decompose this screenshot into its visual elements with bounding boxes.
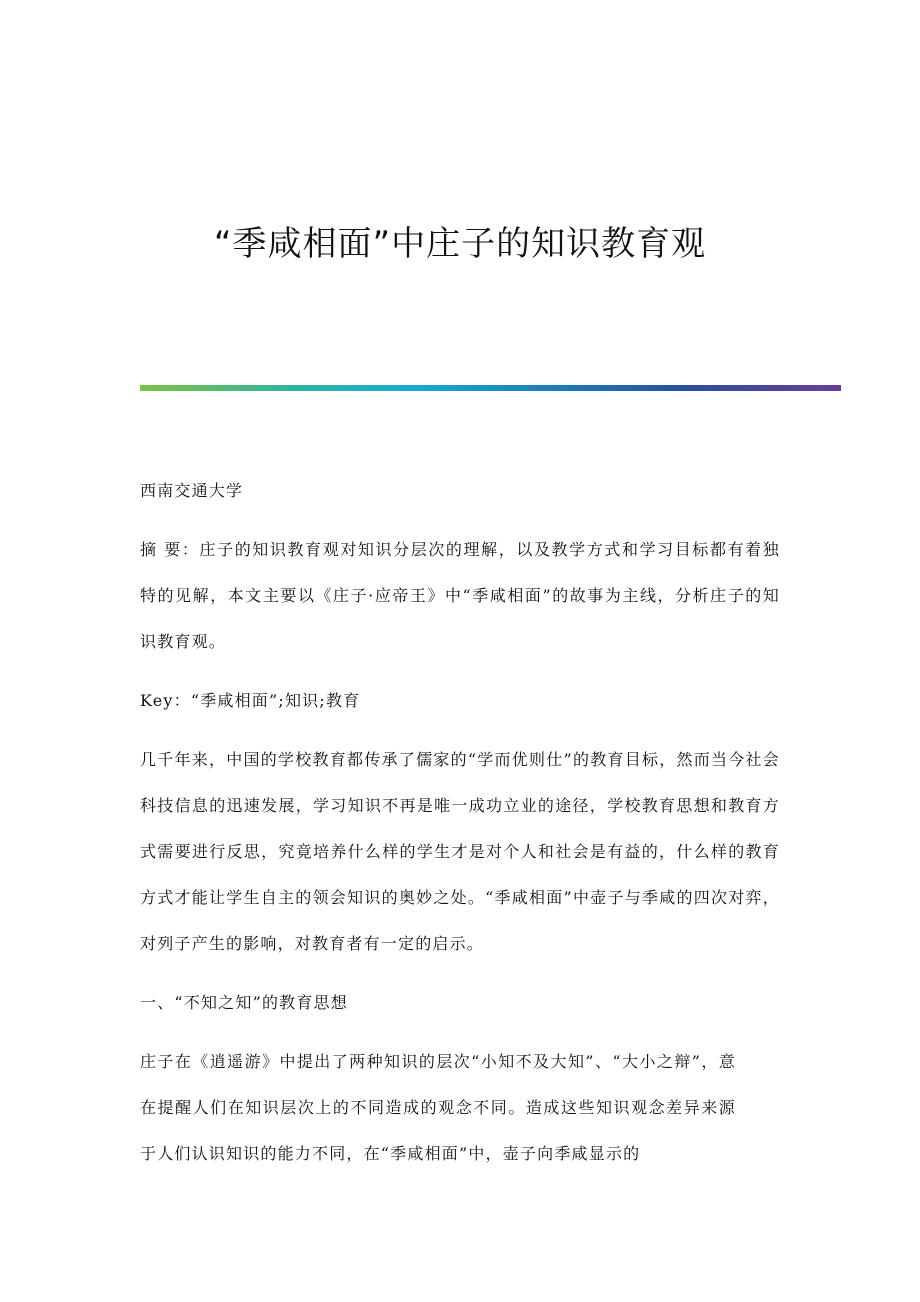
body-paragraph: 庄子在《逍遥游》中提出了两种知识的层次“小知不及大知”、“大小之辩”，意在提醒人们在知识层次上的不同造成的观念不同。造成这些知识观念差异来源于人们认识知识的能力不同，在“季咸相面”中，壶子向季咸显示的 [140, 1052, 736, 1163]
document-body [140, 468, 780, 1190]
affiliation: 西南交通大学 [140, 481, 244, 500]
abstract: 摘 要：庄子的知识教育观对知识分层次的理解，以及教学方式和学习目标都有着独特的见解，本文主要以《庄子·应帝王》中“季咸相面”的故事为主线，分析庄子的知识教育观。 [140, 540, 780, 651]
body-paragraph: 几千年来，中国的学校教育都传承了儒家的“学而优则仕”的教育目标，然而当今社会科技信息的迅速发展，学习知识不再是唯一成功立业的途径，学校教育思想和教育方式需要进行反思，究竟培养什么样的学生才是对个人和社会是有益的，什么样的教育方式才能让学生自主的领会知识的奥妙之处。“季咸相面”中壶子与季咸的四次对弈，对列子产生的影响，对教育者有一定的启示。 [140, 750, 780, 953]
decorative-gradient-divider [140, 385, 841, 391]
section-heading: 一、“不知之知”的教育思想 [140, 993, 348, 1012]
keywords: Key：“季咸相面”;知识;教育 [140, 691, 361, 710]
document-title: “季咸相面”中庄子的知识教育观 [213, 224, 707, 264]
